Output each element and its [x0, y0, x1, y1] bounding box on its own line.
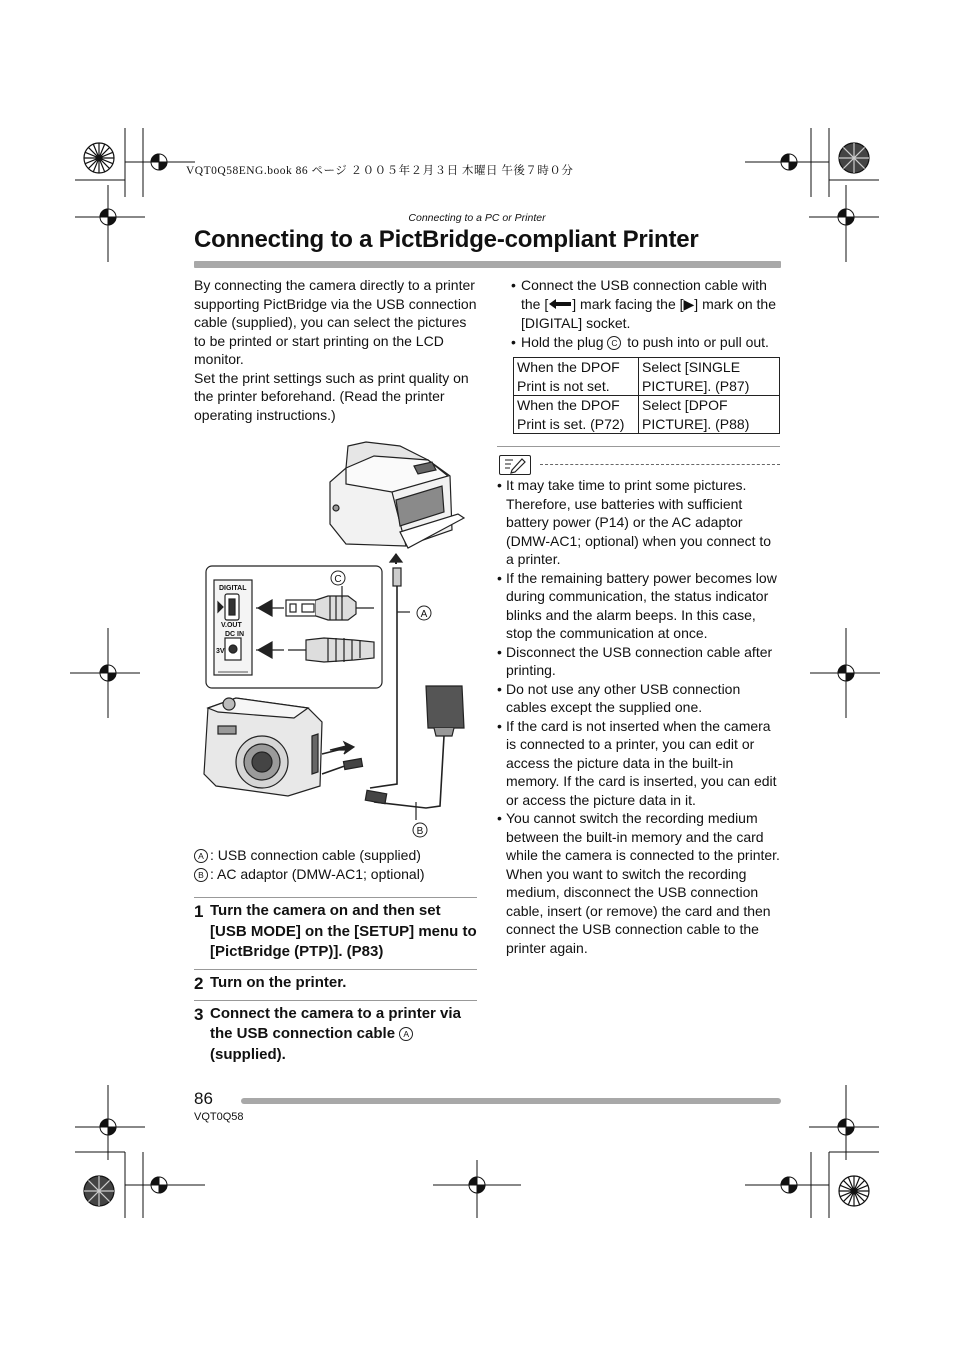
intro-text — [194, 276, 480, 424]
page-number: 86 — [194, 1089, 213, 1108]
table-row — [514, 396, 780, 434]
caption-text: : USB connection cable (supplied) — [210, 847, 421, 863]
camera-illustration — [204, 698, 322, 796]
step-text-part: (supplied). — [210, 1045, 286, 1063]
table-cell: Select [DPOF PICTURE]. (P88) — [639, 396, 780, 434]
note-text: Do not use any other USB connection cables except the supplied one. — [506, 680, 741, 715]
label-b: B — [416, 826, 424, 837]
bullet-text-part: Connect the USB connection cable with the [ — [521, 277, 767, 312]
step-item — [194, 969, 477, 1000]
port-label-3v: 3V — [216, 648, 225, 655]
step-text: Turn on the printer. — [210, 973, 347, 991]
note-item — [497, 680, 781, 717]
step-number: 2 — [194, 973, 204, 993]
note-text: It may take time to print some pictures. Therefore, use batteries with sufficient battery power (P14) or the AC adaptor (DMW-AC1; optional) when you connect to a printer. — [506, 477, 772, 567]
title-underline — [194, 261, 781, 268]
port-label-dcin: DC IN — [225, 631, 245, 638]
notes-list — [497, 476, 781, 957]
connection-tips — [511, 276, 783, 351]
note-item — [497, 809, 781, 957]
bullet-icon: • — [497, 643, 502, 660]
marker-b: B — [194, 868, 208, 882]
footer-bar — [241, 1098, 781, 1104]
printer-illustration — [330, 442, 464, 548]
step-text-part: Connect the camera to a printer via the USB connection cable — [210, 1004, 461, 1042]
caption-row — [194, 865, 425, 884]
bullet-icon: • — [497, 810, 502, 826]
note-dashed-line — [540, 464, 780, 465]
port-label-digital: DIGITAL — [219, 585, 247, 592]
step-text — [210, 1004, 477, 1066]
intro-paragraph: Set the print settings such as print quality on the printer beforehand. (Read the printer operating instructions.) — [194, 369, 469, 423]
bullet-icon: • — [497, 717, 502, 734]
marker-a: A — [194, 849, 208, 863]
bullet-item — [511, 276, 783, 333]
bullet-icon: • — [511, 333, 516, 350]
ac-adaptor-illustration — [365, 686, 464, 808]
note-text: Disconnect the USB connection cable after printing. — [506, 643, 773, 678]
model-code: VQT0Q58 — [194, 1111, 244, 1123]
step-number: 3 — [194, 1004, 204, 1024]
note-text: You cannot switch the recording medium between the built-in memory and the card while the camera is connected to the printer. When you want to switch the recording medium, disconnect the USB connection cable, insert (or remove) the card and then connect the USB connection cable to the printer again. — [506, 810, 780, 956]
figure-captions — [194, 846, 425, 883]
bullet-item — [511, 333, 783, 352]
bullet-icon: • — [497, 569, 502, 586]
step-text: Turn the camera on and then set [USB MODE] on the [SETUP] menu to [PictBridge (PTP)]. (P83) — [210, 902, 477, 960]
marker-c: C — [607, 336, 621, 350]
note-text: If the card is not inserted when the camera is connected to a printer, you can edit or access the picture data in the built-in memory. If the card is inserted, you can edit or access the picture data in it. — [506, 717, 777, 808]
bullet-icon: • — [497, 680, 502, 697]
intro-paragraph: By connecting the camera directly to a printer supporting PictBridge via the USB connection cable (supplied), you can select the pictures to be printed or start printing on the LCD monitor. — [194, 277, 477, 367]
dpof-table — [513, 357, 780, 434]
bullet-icon: • — [497, 477, 502, 493]
table-cell: Select [SINGLE PICTURE]. (P87) — [639, 358, 780, 396]
note-divider — [497, 446, 780, 447]
label-a: A — [420, 609, 428, 620]
table-cell: When the DPOF Print is set. (P72) — [514, 396, 639, 434]
note-text: If the remaining battery power becomes low during communication, the status indicator blinks and the alarm beeps. In this case, stop the communication at once. — [506, 569, 777, 641]
section-heading: Connecting to a PC or Printer — [408, 212, 546, 224]
bullet-text-part: to push into or pull out. — [623, 333, 769, 350]
steps-list — [194, 897, 477, 1071]
caption-text: : AC adaptor (DMW-AC1; optional) — [210, 865, 425, 882]
note-item — [497, 643, 781, 680]
bullet-text-part: Hold the plug — [521, 333, 608, 350]
bullet-icon: • — [511, 277, 516, 293]
usb-arrow-icon — [548, 296, 572, 315]
note-item — [497, 476, 781, 569]
book-meta: VQT0Q58ENG.book 86 ページ ２００５年２月３日 木曜日 午後７時０分 — [186, 165, 574, 177]
marker-a: A — [399, 1027, 413, 1041]
label-c: C — [334, 574, 342, 585]
page-title: Connecting to a PictBridge-compliant Printer — [194, 226, 699, 253]
bullet-text-part: ] mark facing the [▶] mark on the [DIGITAL] socket. — [521, 295, 776, 332]
note-pencil-icon — [499, 455, 531, 475]
bullet-text — [521, 333, 769, 352]
table-cell: When the DPOF Print is not set. — [514, 358, 639, 396]
port-label-vout: V.OUT — [221, 622, 242, 629]
caption-row — [194, 846, 425, 865]
table-row — [514, 358, 780, 396]
connection-diagram — [196, 436, 476, 844]
step-number: 1 — [194, 902, 204, 921]
note-item — [497, 569, 781, 643]
step-item — [194, 1000, 477, 1072]
note-item — [497, 717, 781, 810]
step-item — [194, 897, 477, 969]
bullet-text — [521, 276, 783, 333]
